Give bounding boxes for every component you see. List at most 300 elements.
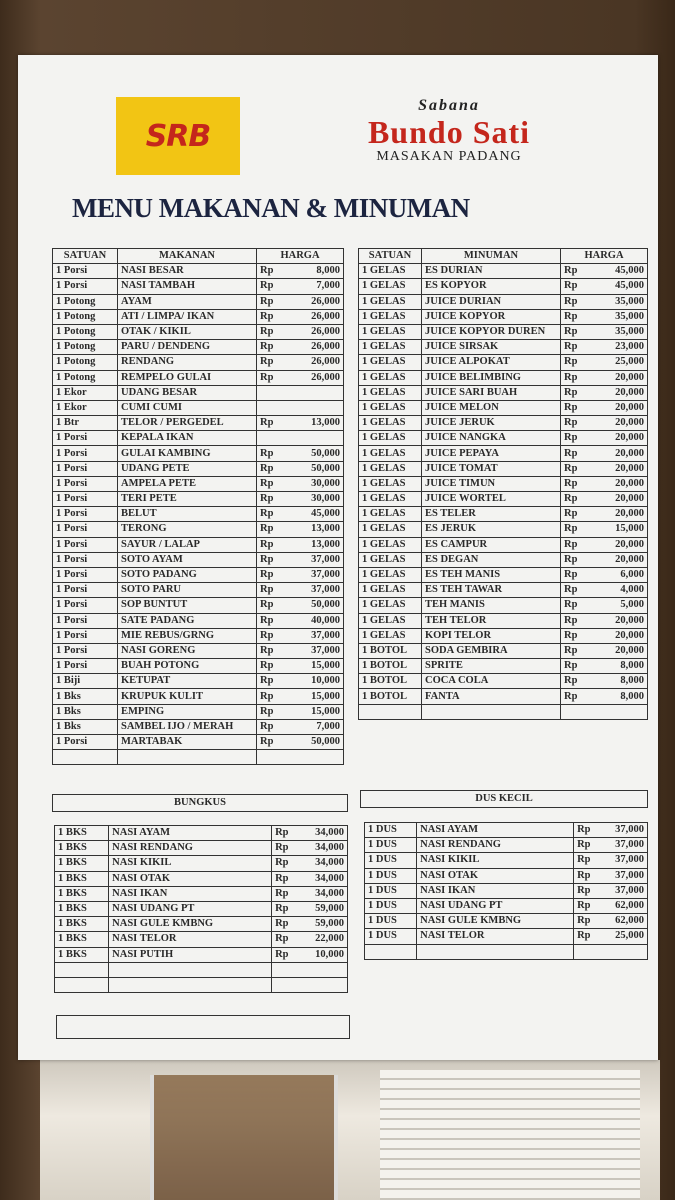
logo-text: SRB bbox=[145, 119, 211, 154]
satuan-cell bbox=[53, 750, 118, 765]
currency-cell: Rp bbox=[561, 552, 584, 567]
glass-cup bbox=[150, 1075, 338, 1200]
satuan-cell: 1 BOTOL bbox=[359, 674, 422, 689]
bungkus-row bbox=[55, 962, 348, 977]
satuan-cell: 1 Bks bbox=[53, 719, 118, 734]
price-cell: 6,000 bbox=[583, 567, 648, 582]
price-cell: 10,000 bbox=[294, 947, 347, 962]
brand-name: Bundo Sati bbox=[367, 114, 531, 150]
minuman-row bbox=[359, 659, 648, 674]
price-cell bbox=[294, 977, 347, 992]
satuan-cell: 1 GELAS bbox=[359, 279, 422, 294]
currency-cell: Rp bbox=[561, 492, 584, 507]
satuan-cell: 1 Porsi bbox=[53, 628, 118, 643]
item-name-cell: NASI UDANG PT bbox=[109, 901, 272, 916]
currency-cell: Rp bbox=[257, 522, 280, 537]
item-name-cell: JUICE NANGKA bbox=[422, 431, 561, 446]
item-name-cell: SOTO PARU bbox=[118, 583, 257, 598]
dus-kecil-row bbox=[365, 944, 648, 959]
item-name-cell: COCA COLA bbox=[422, 674, 561, 689]
currency-cell: Rp bbox=[272, 901, 295, 916]
minuman-row bbox=[359, 446, 648, 461]
currency-cell: Rp bbox=[561, 507, 584, 522]
price-cell: 26,000 bbox=[279, 294, 344, 309]
item-name-cell: NASI IKAN bbox=[109, 886, 272, 901]
minuman-row bbox=[359, 492, 648, 507]
dus-kecil-row bbox=[365, 929, 648, 944]
makanan-row bbox=[53, 674, 344, 689]
minuman-table bbox=[358, 248, 648, 720]
item-name-cell: UDANG PETE bbox=[118, 461, 257, 476]
item-name-cell bbox=[118, 750, 257, 765]
price-cell bbox=[279, 750, 344, 765]
makanan-row bbox=[53, 704, 344, 719]
currency-cell: Rp bbox=[574, 853, 597, 868]
makanan-row bbox=[53, 370, 344, 385]
price-cell: 20,000 bbox=[583, 476, 648, 491]
satuan-cell: 1 Potong bbox=[53, 294, 118, 309]
brand-block bbox=[294, 97, 604, 165]
minuman-row bbox=[359, 279, 648, 294]
price-cell: 20,000 bbox=[583, 552, 648, 567]
minuman-row bbox=[359, 416, 648, 431]
currency-cell: Rp bbox=[561, 643, 584, 658]
price-cell: 50,000 bbox=[279, 735, 344, 750]
makanan-row bbox=[53, 385, 344, 400]
item-name-cell: NASI AYAM bbox=[417, 823, 574, 838]
item-name-cell: SPRITE bbox=[422, 659, 561, 674]
satuan-cell: 1 GELAS bbox=[359, 492, 422, 507]
price-cell: 35,000 bbox=[583, 309, 648, 324]
satuan-cell: 1 Potong bbox=[53, 309, 118, 324]
currency-cell: Rp bbox=[257, 416, 280, 431]
price-cell: 23,000 bbox=[583, 340, 648, 355]
currency-cell: Rp bbox=[257, 674, 280, 689]
item-name-cell: KEPALA IKAN bbox=[118, 431, 257, 446]
price-cell: 45,000 bbox=[583, 264, 648, 279]
satuan-cell: 1 Porsi bbox=[53, 461, 118, 476]
makanan-row bbox=[53, 431, 344, 446]
price-cell: 34,000 bbox=[294, 886, 347, 901]
makanan-row bbox=[53, 279, 344, 294]
minuman-row bbox=[359, 309, 648, 324]
bungkus-header bbox=[52, 794, 348, 812]
item-name-cell: NASI TELOR bbox=[417, 929, 574, 944]
col-harga: HARGA bbox=[561, 249, 648, 264]
price-cell: 26,000 bbox=[279, 370, 344, 385]
currency-cell: Rp bbox=[561, 385, 584, 400]
currency-cell: Rp bbox=[257, 324, 280, 339]
item-name-cell: EMPING bbox=[118, 704, 257, 719]
currency-cell: Rp bbox=[561, 598, 584, 613]
currency-cell: Rp bbox=[272, 947, 295, 962]
item-name-cell bbox=[109, 962, 272, 977]
satuan-cell: 1 BKS bbox=[55, 917, 109, 932]
price-cell: 15,000 bbox=[279, 704, 344, 719]
item-name-cell: JUICE JERUK bbox=[422, 416, 561, 431]
minuman-row bbox=[359, 294, 648, 309]
currency-cell: Rp bbox=[561, 355, 584, 370]
currency-cell bbox=[561, 704, 584, 719]
satuan-cell: 1 DUS bbox=[365, 853, 417, 868]
satuan-cell: 1 DUS bbox=[365, 868, 417, 883]
price-cell: 8,000 bbox=[279, 264, 344, 279]
currency-cell: Rp bbox=[574, 883, 597, 898]
satuan-cell bbox=[359, 704, 422, 719]
price-cell: 20,000 bbox=[583, 613, 648, 628]
item-name-cell: REMPELO GULAI bbox=[118, 370, 257, 385]
item-name-cell: NASI UDANG PT bbox=[417, 898, 574, 913]
item-name-cell: ES KOPYOR bbox=[422, 279, 561, 294]
price-cell: 20,000 bbox=[583, 492, 648, 507]
satuan-cell: 1 BKS bbox=[55, 901, 109, 916]
currency-cell: Rp bbox=[561, 279, 584, 294]
currency-cell: Rp bbox=[561, 567, 584, 582]
bungkus-row bbox=[55, 932, 348, 947]
makanan-row bbox=[53, 416, 344, 431]
currency-cell: Rp bbox=[561, 613, 584, 628]
col-minuman: MINUMAN bbox=[422, 249, 561, 264]
item-name-cell: ES DEGAN bbox=[422, 552, 561, 567]
satuan-cell: 1 DUS bbox=[365, 883, 417, 898]
currency-cell: Rp bbox=[257, 704, 280, 719]
satuan-cell: 1 Porsi bbox=[53, 446, 118, 461]
satuan-cell: 1 GELAS bbox=[359, 324, 422, 339]
price-cell bbox=[279, 385, 344, 400]
currency-cell: Rp bbox=[561, 476, 584, 491]
item-name-cell: NASI TAMBAH bbox=[118, 279, 257, 294]
currency-cell: Rp bbox=[561, 446, 584, 461]
satuan-cell: 1 GELAS bbox=[359, 340, 422, 355]
item-name-cell: CUMI CUMI bbox=[118, 400, 257, 415]
currency-cell: Rp bbox=[561, 324, 584, 339]
satuan-cell: 1 GELAS bbox=[359, 294, 422, 309]
satuan-cell: 1 Porsi bbox=[53, 507, 118, 522]
currency-cell: Rp bbox=[257, 294, 280, 309]
satuan-cell: 1 BKS bbox=[55, 841, 109, 856]
satuan-cell: 1 Ekor bbox=[53, 400, 118, 415]
price-cell: 7,000 bbox=[279, 279, 344, 294]
price-cell: 26,000 bbox=[279, 355, 344, 370]
currency-cell: Rp bbox=[257, 659, 280, 674]
minuman-row bbox=[359, 567, 648, 582]
currency-cell: Rp bbox=[257, 446, 280, 461]
price-cell: 20,000 bbox=[583, 461, 648, 476]
price-cell: 37,000 bbox=[596, 883, 647, 898]
makanan-row bbox=[53, 264, 344, 279]
satuan-cell: 1 BKS bbox=[55, 856, 109, 871]
satuan-cell: 1 Porsi bbox=[53, 735, 118, 750]
minuman-row bbox=[359, 385, 648, 400]
price-cell: 20,000 bbox=[583, 431, 648, 446]
price-cell: 34,000 bbox=[294, 826, 347, 841]
item-name-cell: SATE PADANG bbox=[118, 613, 257, 628]
bungkus-row bbox=[55, 826, 348, 841]
price-cell: 37,000 bbox=[596, 853, 647, 868]
currency-cell: Rp bbox=[257, 643, 280, 658]
item-name-cell: UDANG BESAR bbox=[118, 385, 257, 400]
minuman-row bbox=[359, 583, 648, 598]
satuan-cell: 1 GELAS bbox=[359, 537, 422, 552]
currency-cell: Rp bbox=[257, 719, 280, 734]
satuan-cell: 1 Porsi bbox=[53, 659, 118, 674]
dus-kecil-row bbox=[365, 868, 648, 883]
currency-cell: Rp bbox=[561, 370, 584, 385]
price-cell: 59,000 bbox=[294, 917, 347, 932]
bungkus-row bbox=[55, 947, 348, 962]
satuan-cell: 1 Porsi bbox=[53, 567, 118, 582]
minuman-row bbox=[359, 613, 648, 628]
price-cell: 45,000 bbox=[279, 507, 344, 522]
currency-cell bbox=[257, 431, 280, 446]
currency-cell bbox=[272, 977, 295, 992]
makanan-row bbox=[53, 476, 344, 491]
currency-cell: Rp bbox=[574, 898, 597, 913]
satuan-cell: 1 Porsi bbox=[53, 643, 118, 658]
currency-cell: Rp bbox=[561, 400, 584, 415]
item-name-cell: TERONG bbox=[118, 522, 257, 537]
currency-cell: Rp bbox=[272, 917, 295, 932]
currency-cell bbox=[257, 750, 280, 765]
price-cell: 37,000 bbox=[279, 567, 344, 582]
item-name-cell: TEH MANIS bbox=[422, 598, 561, 613]
satuan-cell: 1 DUS bbox=[365, 823, 417, 838]
satuan-cell: 1 GELAS bbox=[359, 461, 422, 476]
minuman-row bbox=[359, 461, 648, 476]
minuman-row bbox=[359, 355, 648, 370]
satuan-cell: 1 Ekor bbox=[53, 385, 118, 400]
item-name-cell: JUICE TIMUN bbox=[422, 476, 561, 491]
makanan-row bbox=[53, 446, 344, 461]
bungkus-row bbox=[55, 886, 348, 901]
satuan-cell: 1 BOTOL bbox=[359, 659, 422, 674]
price-cell: 37,000 bbox=[279, 643, 344, 658]
currency-cell: Rp bbox=[561, 537, 584, 552]
item-name-cell: JUICE KOPYOR bbox=[422, 309, 561, 324]
price-cell: 37,000 bbox=[279, 628, 344, 643]
makanan-row bbox=[53, 583, 344, 598]
satuan-cell: 1 BKS bbox=[55, 932, 109, 947]
item-name-cell: FANTA bbox=[422, 689, 561, 704]
item-name-cell: ES TEH MANIS bbox=[422, 567, 561, 582]
satuan-cell: 1 Potong bbox=[53, 370, 118, 385]
minuman-row bbox=[359, 704, 648, 719]
satuan-cell: 1 GELAS bbox=[359, 431, 422, 446]
currency-cell: Rp bbox=[561, 431, 584, 446]
makanan-row bbox=[53, 567, 344, 582]
item-name-cell: TELOR / PERGEDEL bbox=[118, 416, 257, 431]
item-name-cell: ATI / LIMPA/ IKAN bbox=[118, 309, 257, 324]
minuman-row bbox=[359, 476, 648, 491]
price-cell: 7,000 bbox=[279, 719, 344, 734]
item-name-cell: AMPELA PETE bbox=[118, 476, 257, 491]
item-name-cell: NASI BESAR bbox=[118, 264, 257, 279]
currency-cell bbox=[272, 962, 295, 977]
price-cell: 20,000 bbox=[583, 537, 648, 552]
satuan-cell: 1 GELAS bbox=[359, 598, 422, 613]
satuan-cell: 1 Bks bbox=[53, 704, 118, 719]
price-cell: 8,000 bbox=[583, 659, 648, 674]
makanan-row bbox=[53, 324, 344, 339]
logo bbox=[116, 97, 240, 175]
currency-cell: Rp bbox=[272, 856, 295, 871]
price-cell: 62,000 bbox=[596, 914, 647, 929]
makanan-row bbox=[53, 598, 344, 613]
item-name-cell: JUICE PEPAYA bbox=[422, 446, 561, 461]
satuan-cell: 1 GELAS bbox=[359, 416, 422, 431]
currency-cell: Rp bbox=[257, 309, 280, 324]
bungkus-row bbox=[55, 871, 348, 886]
price-cell: 62,000 bbox=[596, 898, 647, 913]
makanan-row bbox=[53, 461, 344, 476]
satuan-cell: 1 BOTOL bbox=[359, 643, 422, 658]
item-name-cell: NASI GORENG bbox=[118, 643, 257, 658]
price-cell: 20,000 bbox=[583, 507, 648, 522]
currency-cell: Rp bbox=[257, 689, 280, 704]
stacked-plates bbox=[380, 1070, 640, 1200]
col-satuan: SATUAN bbox=[53, 249, 118, 264]
satuan-cell: 1 GELAS bbox=[359, 567, 422, 582]
satuan-cell: 1 DUS bbox=[365, 838, 417, 853]
makanan-row bbox=[53, 537, 344, 552]
item-name-cell: NASI RENDANG bbox=[109, 841, 272, 856]
minuman-row bbox=[359, 264, 648, 279]
item-name-cell: BELUT bbox=[118, 507, 257, 522]
item-name-cell: OTAK / KIKIL bbox=[118, 324, 257, 339]
price-cell bbox=[294, 962, 347, 977]
currency-cell: Rp bbox=[561, 264, 584, 279]
price-cell: 37,000 bbox=[596, 838, 647, 853]
dus-kecil-row bbox=[365, 853, 648, 868]
currency-cell: Rp bbox=[561, 522, 584, 537]
minuman-row bbox=[359, 522, 648, 537]
currency-cell: Rp bbox=[257, 340, 280, 355]
makanan-row bbox=[53, 492, 344, 507]
currency-cell: Rp bbox=[561, 461, 584, 476]
currency-cell: Rp bbox=[561, 583, 584, 598]
price-cell bbox=[583, 704, 648, 719]
price-cell: 26,000 bbox=[279, 309, 344, 324]
makanan-row bbox=[53, 340, 344, 355]
item-name-cell: NASI OTAK bbox=[417, 868, 574, 883]
satuan-cell: 1 GELAS bbox=[359, 507, 422, 522]
satuan-cell bbox=[55, 977, 109, 992]
dus-kecil-row bbox=[365, 898, 648, 913]
price-cell: 15,000 bbox=[583, 522, 648, 537]
satuan-cell: 1 DUS bbox=[365, 914, 417, 929]
bungkus-row bbox=[55, 901, 348, 916]
page-title: MENU MAKANAN & MINUMAN bbox=[72, 193, 470, 223]
satuan-cell: 1 GELAS bbox=[359, 446, 422, 461]
item-name-cell: GULAI KAMBING bbox=[118, 446, 257, 461]
makanan-table bbox=[52, 248, 344, 765]
currency-cell: Rp bbox=[574, 838, 597, 853]
currency-cell: Rp bbox=[561, 294, 584, 309]
currency-cell: Rp bbox=[561, 628, 584, 643]
price-cell: 37,000 bbox=[279, 583, 344, 598]
makanan-row bbox=[53, 643, 344, 658]
item-name-cell: SOTO PADANG bbox=[118, 567, 257, 582]
item-name-cell: NASI OTAK bbox=[109, 871, 272, 886]
currency-cell: Rp bbox=[257, 583, 280, 598]
satuan-cell: 1 BKS bbox=[55, 826, 109, 841]
price-cell: 37,000 bbox=[279, 552, 344, 567]
col-makanan: MAKANAN bbox=[118, 249, 257, 264]
col-harga: HARGA bbox=[257, 249, 344, 264]
price-cell: 20,000 bbox=[583, 370, 648, 385]
item-name-cell: ES CAMPUR bbox=[422, 537, 561, 552]
currency-cell: Rp bbox=[257, 735, 280, 750]
makanan-row bbox=[53, 522, 344, 537]
item-name-cell: ES JERUK bbox=[422, 522, 561, 537]
dus-kecil-row bbox=[365, 914, 648, 929]
currency-cell: Rp bbox=[257, 279, 280, 294]
minuman-row bbox=[359, 674, 648, 689]
satuan-cell: 1 Potong bbox=[53, 324, 118, 339]
bungkus-row bbox=[55, 841, 348, 856]
currency-cell: Rp bbox=[561, 659, 584, 674]
item-name-cell: NASI KIKIL bbox=[417, 853, 574, 868]
satuan-cell: 1 BKS bbox=[55, 947, 109, 962]
item-name-cell: TEH TELOR bbox=[422, 613, 561, 628]
dus-kecil-table bbox=[364, 822, 648, 960]
satuan-cell: 1 Potong bbox=[53, 355, 118, 370]
satuan-cell bbox=[365, 944, 417, 959]
item-name-cell: PARU / DENDENG bbox=[118, 340, 257, 355]
price-cell: 13,000 bbox=[279, 522, 344, 537]
minuman-row bbox=[359, 507, 648, 522]
minuman-row bbox=[359, 643, 648, 658]
item-name-cell: BUAH POTONG bbox=[118, 659, 257, 674]
minuman-row bbox=[359, 598, 648, 613]
item-name-cell: AYAM bbox=[118, 294, 257, 309]
currency-cell: Rp bbox=[561, 309, 584, 324]
price-cell: 37,000 bbox=[596, 823, 647, 838]
minuman-row bbox=[359, 552, 648, 567]
makanan-header-row bbox=[53, 249, 344, 264]
satuan-cell: 1 BOTOL bbox=[359, 689, 422, 704]
price-cell: 13,000 bbox=[279, 537, 344, 552]
satuan-cell: 1 Porsi bbox=[53, 264, 118, 279]
satuan-cell: 1 Porsi bbox=[53, 537, 118, 552]
currency-cell: Rp bbox=[574, 823, 597, 838]
satuan-cell: 1 Btr bbox=[53, 416, 118, 431]
price-cell: 35,000 bbox=[583, 324, 648, 339]
currency-cell: Rp bbox=[272, 841, 295, 856]
price-cell: 37,000 bbox=[596, 868, 647, 883]
item-name-cell: KRUPUK KULIT bbox=[118, 689, 257, 704]
item-name-cell: JUICE DURIAN bbox=[422, 294, 561, 309]
satuan-cell: 1 GELAS bbox=[359, 264, 422, 279]
currency-cell: Rp bbox=[272, 886, 295, 901]
currency-cell: Rp bbox=[257, 628, 280, 643]
currency-cell: Rp bbox=[257, 598, 280, 613]
satuan-cell: 1 GELAS bbox=[359, 522, 422, 537]
price-cell bbox=[279, 400, 344, 415]
price-cell: 59,000 bbox=[294, 901, 347, 916]
item-name-cell: JUICE KOPYOR DUREN bbox=[422, 324, 561, 339]
price-cell: 8,000 bbox=[583, 674, 648, 689]
price-cell: 26,000 bbox=[279, 340, 344, 355]
makanan-row bbox=[53, 309, 344, 324]
makanan-row bbox=[53, 294, 344, 309]
item-name-cell: MIE REBUS/GRNG bbox=[118, 628, 257, 643]
satuan-cell: 1 Porsi bbox=[53, 552, 118, 567]
satuan-cell: 1 GELAS bbox=[359, 613, 422, 628]
minuman-row bbox=[359, 431, 648, 446]
price-cell: 25,000 bbox=[583, 355, 648, 370]
price-cell: 20,000 bbox=[583, 446, 648, 461]
